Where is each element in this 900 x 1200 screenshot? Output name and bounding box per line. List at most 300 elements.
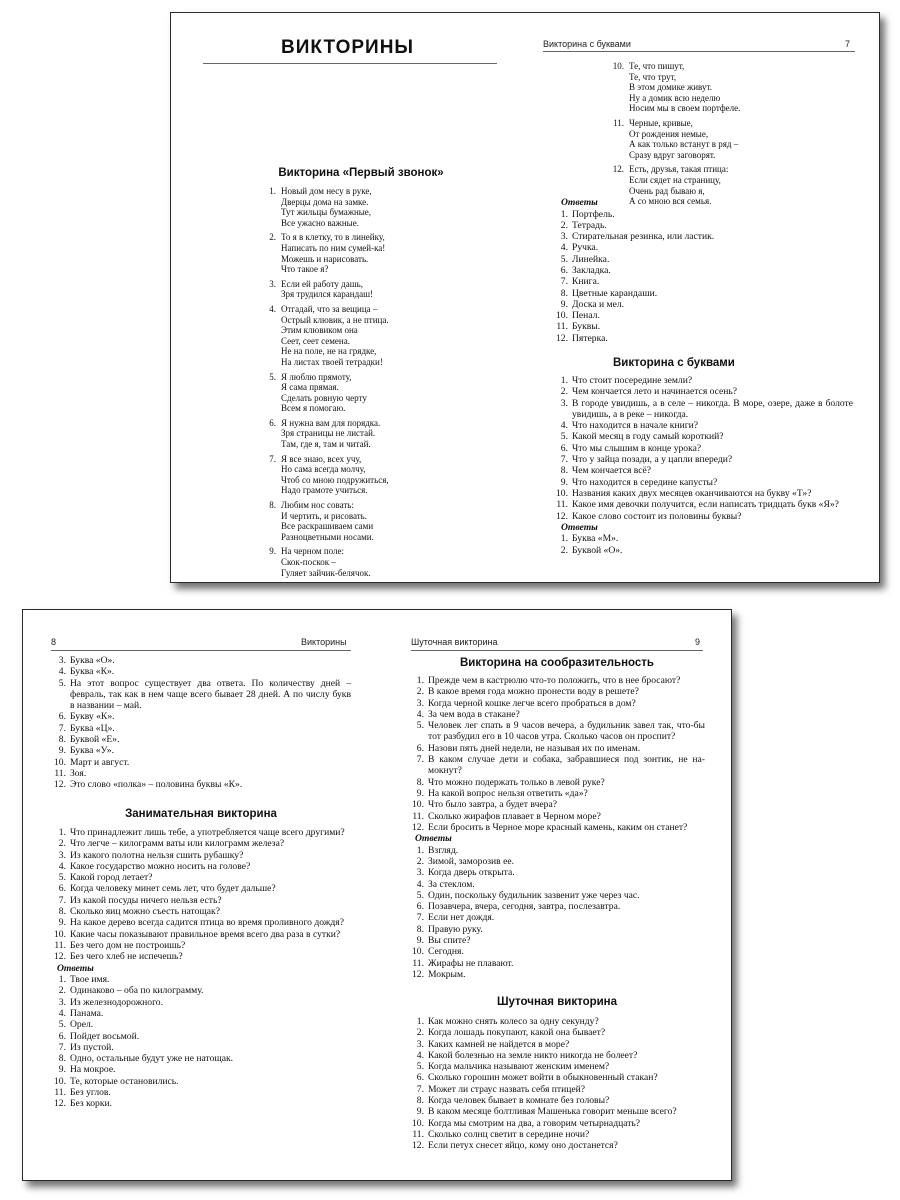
- answer-number: 6.: [58, 711, 66, 723]
- header-rule: [543, 51, 855, 52]
- question-text: В каком месяце болтливая Машенька говорит меньше всего?: [428, 1106, 677, 1118]
- answer-number: 12.: [54, 779, 66, 791]
- answer-text: Твое имя.: [70, 974, 110, 986]
- answer: [553, 310, 853, 321]
- answer-text: Буква «У».: [70, 745, 114, 757]
- riddle-line: От рождения немые,: [629, 128, 709, 139]
- answer-number: 1.: [560, 208, 568, 220]
- question-number: 12.: [412, 821, 424, 833]
- answers-list: [51, 655, 351, 791]
- question: [409, 1027, 705, 1038]
- riddle: [261, 232, 511, 274]
- answer-text: Буква «О».: [70, 655, 115, 666]
- question: [409, 788, 705, 799]
- question-text: Сколько солнц светит в середине ночи?: [428, 1128, 590, 1140]
- riddle-line: Я нужна вам для порядка.: [281, 417, 381, 428]
- question-number: 2.: [416, 686, 424, 698]
- answers-label: Ответы: [561, 197, 598, 208]
- question: [51, 906, 351, 917]
- riddle-line: Любим нос совать:: [281, 500, 354, 511]
- page-number: 7: [845, 39, 851, 49]
- riddle-number: 5.: [269, 371, 276, 382]
- question-text: Если бросить в Черное море красный камень, каким он станет?: [428, 821, 688, 833]
- answer-text: Одно, остальные будут уже не натощак.: [70, 1053, 234, 1065]
- answer-text: Стирательная резинка, или ластик.: [572, 231, 715, 243]
- question-number: 10.: [54, 928, 66, 940]
- answer-text: Буквой «Е».: [70, 734, 120, 746]
- riddle-line: Те, что трут,: [629, 71, 677, 82]
- answer: [51, 1098, 351, 1109]
- answer-number: 9.: [58, 1064, 66, 1076]
- quiz-joke: [409, 996, 705, 1152]
- answer-number: 7.: [58, 722, 66, 734]
- quiz-wits: [409, 657, 705, 980]
- answer-number: 6.: [58, 1030, 66, 1042]
- riddle-text: [281, 372, 367, 414]
- answer-text: Закладка.: [572, 264, 611, 276]
- riddle-line: Ну а домик всю неделю: [629, 92, 721, 103]
- question: [553, 420, 853, 431]
- question-text: Что можно подержать только в левой руке?: [428, 776, 605, 788]
- question-text: На какое дерево всегда садится птица во время проливного дождя?: [70, 917, 344, 929]
- quiz-title: Викторина с буквами: [613, 357, 735, 369]
- answer: [51, 655, 351, 666]
- question: [409, 1039, 705, 1050]
- answer-number: 3.: [58, 996, 66, 1008]
- answer: [51, 997, 351, 1008]
- riddle-number: 9.: [269, 546, 276, 557]
- answer: [409, 924, 705, 935]
- title-underline: [203, 63, 497, 64]
- riddle-line: Я сама прямая.: [281, 382, 339, 393]
- answer: [553, 231, 853, 242]
- quiz-title: Викторина «Первый звонок»: [278, 167, 444, 179]
- answer-number: 5.: [416, 889, 424, 901]
- answer-number: 7.: [416, 912, 424, 924]
- question-text: Сколько яиц можно съесть натощак?: [70, 906, 220, 918]
- riddle-text: [629, 118, 738, 160]
- riddle-line: На листах твоей тетрадки!: [281, 356, 383, 367]
- answer: [409, 845, 705, 856]
- question-text: Какое государство можно носить на голове?: [70, 860, 251, 872]
- question-number: 3.: [416, 697, 424, 709]
- riddle-line: Надо грамоте учиться.: [281, 485, 368, 496]
- running-head: Викторины: [301, 637, 347, 647]
- question-text: Из какой посуды ничего нельзя есть?: [70, 894, 222, 906]
- answer-text: Без углов.: [70, 1087, 111, 1099]
- answer: [51, 1064, 351, 1075]
- answer-number: 8.: [560, 287, 568, 299]
- riddle-number: 11.: [613, 117, 624, 128]
- answer: [553, 220, 853, 231]
- question-number: 7.: [416, 1083, 424, 1095]
- answer-text: Взгляд.: [428, 844, 459, 856]
- question-text: Сколько горошин может войти в обыкновенный стакан?: [428, 1072, 658, 1084]
- header-rule: [411, 650, 703, 651]
- answer: [409, 969, 705, 980]
- question-number: 9.: [560, 476, 568, 488]
- answer-text: Из железнодорожного.: [70, 996, 163, 1008]
- question: [409, 1140, 705, 1151]
- riddle-line: В этом домике живут.: [629, 82, 712, 93]
- answer-number: 10.: [556, 310, 568, 322]
- question-text: Какой город летает?: [70, 872, 153, 884]
- question-number: 3.: [416, 1038, 424, 1050]
- answer-number: 5.: [58, 677, 66, 689]
- riddle: [609, 61, 859, 114]
- riddle-line: Там, где я, там и читай.: [281, 439, 371, 450]
- question-list: [51, 827, 351, 963]
- question-number: 11.: [54, 939, 66, 951]
- answer-text: Март и август.: [70, 756, 130, 768]
- answer-text: На этот вопрос существует два ответа. По количеству дней – февраль, так как в нем чаще всего бывает 28 дней. А по числу букв в названии – май.: [70, 677, 351, 712]
- question: [553, 386, 853, 397]
- riddle: [261, 418, 511, 450]
- answer-number: 2.: [416, 855, 424, 867]
- question: [409, 1050, 705, 1061]
- question: [409, 1118, 705, 1129]
- answer-number: 2.: [560, 219, 568, 231]
- question-number: 5.: [58, 872, 66, 884]
- question-text: Какие часы показывают правильное время всего два раза в сутки?: [70, 928, 341, 940]
- riddle-line: Скок-поскок –: [281, 557, 336, 567]
- question: [553, 465, 853, 476]
- question: [409, 777, 705, 788]
- answer-text: Линейка.: [572, 253, 610, 265]
- question-number: 2.: [416, 1027, 424, 1039]
- answer: [409, 856, 705, 867]
- question: [51, 940, 351, 951]
- riddle-line: Не на поле, не на грядке,: [281, 346, 377, 357]
- question-number: 4.: [416, 1049, 424, 1061]
- question-text: В городе увидишь, а в селе – никогда. В море, озере, даже в болоте увидишь, а в реке – никогда.: [572, 397, 853, 420]
- question-number: 6.: [58, 883, 66, 895]
- question-text: Человек лег спать в 9 часов вечера, а будильник завел так, что-бы тот разбудил его в 10 часов утра. Сколько часов он проспит?: [428, 720, 705, 743]
- answer-number: 10.: [412, 946, 424, 958]
- riddle: [261, 454, 511, 496]
- answer-number: 4.: [416, 878, 424, 890]
- riddle: [261, 304, 511, 368]
- answer-number: 1.: [58, 974, 66, 986]
- answer-text: Жирафы не плавают.: [428, 957, 514, 969]
- page-number: 9: [695, 637, 701, 647]
- answer-text: Мокрым.: [428, 968, 466, 980]
- answer-text: Пятерка.: [572, 332, 608, 344]
- riddle-line: А как только встанут в ряд –: [629, 139, 739, 150]
- answer: [51, 779, 351, 790]
- answer-text: Без корки.: [70, 1098, 113, 1110]
- question-text: Чем кончается лето и начинается осень?: [572, 386, 738, 398]
- answer: [409, 890, 705, 901]
- riddle: [261, 279, 511, 300]
- answer: [51, 768, 351, 779]
- riddle-text: [629, 61, 740, 114]
- answer: [51, 1087, 351, 1098]
- answer-text: Доска и мел.: [572, 298, 625, 310]
- answer-number: 5.: [560, 253, 568, 265]
- question-text: Какой болезнью на земле никто никогда не болеет?: [428, 1049, 638, 1061]
- question: [553, 477, 853, 488]
- answer: [553, 276, 853, 287]
- riddle-text: [281, 232, 385, 274]
- riddle-line: Зря трудился карандаш!: [281, 289, 374, 300]
- answer: [51, 745, 351, 756]
- question-text: Из какого полотна нельзя сшить рубашку?: [70, 849, 244, 861]
- question-text: Что находится в середине капусты?: [572, 476, 718, 488]
- question-number: 11.: [412, 810, 424, 822]
- question-list: [409, 675, 705, 833]
- question-number: 8.: [416, 776, 424, 788]
- answer-number: 6.: [560, 264, 568, 276]
- answer-number: 11.: [54, 767, 66, 779]
- question-text: Назови пять дней недели, не называя их по именам.: [428, 742, 641, 754]
- answer-number: 3.: [416, 867, 424, 879]
- question: [553, 443, 853, 454]
- question-text: Если петух снесет яйцо, кому оно достанется?: [428, 1140, 618, 1152]
- riddle-text: [281, 546, 371, 578]
- riddle-line: Сразу вдруг заговорят.: [629, 149, 716, 160]
- question-text: Что легче – килограмм ваты или килограмм железа?: [70, 838, 285, 850]
- question-number: 7.: [560, 454, 568, 466]
- riddle-line: На черном поле:: [281, 546, 345, 557]
- question-number: 5.: [416, 1061, 424, 1073]
- riddle: [261, 372, 511, 414]
- question-text: Когда человеку минет семь лет, что будет дальше?: [70, 883, 276, 895]
- question: [553, 499, 853, 510]
- answer-text: Один, поскольку будильник зазвенит уже через час.: [428, 889, 640, 901]
- answer-text: Зимой, заморозив ее.: [428, 855, 515, 867]
- running-head: Викторина с буквами: [543, 39, 631, 49]
- answer-number: 4.: [58, 1007, 66, 1019]
- answer: [51, 1076, 351, 1087]
- riddle-line: А со мною вся семья.: [629, 196, 712, 207]
- question: [409, 1129, 705, 1140]
- answer: [409, 946, 705, 957]
- question-text: Чем кончается всё?: [572, 465, 652, 477]
- answer: [409, 958, 705, 969]
- question: [553, 454, 853, 465]
- riddle-line: Все раскрашиваем сами: [281, 521, 374, 532]
- question: [553, 431, 853, 442]
- answers-list: [409, 845, 705, 981]
- question-text: На какой вопрос нельзя ответить «да»?: [428, 787, 588, 799]
- answer-text: Панама.: [70, 1007, 104, 1019]
- answer: [51, 734, 351, 745]
- question: [51, 895, 351, 906]
- riddle-line: Те, что пишут,: [629, 61, 685, 71]
- answer: [51, 678, 351, 712]
- question-number: 12.: [556, 510, 568, 522]
- answer: [553, 299, 853, 310]
- answer-number: 3.: [560, 231, 568, 243]
- question-number: 3.: [58, 849, 66, 861]
- riddle-text: [281, 418, 380, 450]
- answer-text: Зоя.: [70, 767, 87, 779]
- answer-number: 6.: [416, 901, 424, 913]
- answer: [553, 533, 853, 544]
- answer-text: Те, которые остановились.: [70, 1075, 179, 1087]
- question-text: Когда лошадь покупают, какой она бывает?: [428, 1027, 606, 1039]
- question-number: 8.: [560, 465, 568, 477]
- question-number: 6.: [416, 742, 424, 754]
- section-title: ВИКТОРИНЫ: [281, 37, 415, 58]
- riddle-list-continued: [609, 61, 859, 211]
- answer-number: 5.: [58, 1019, 66, 1031]
- riddle-line: Тут жильцы бумажные,: [281, 207, 372, 218]
- riddle-line: Есть, друзья, такая птица:: [629, 164, 729, 175]
- book-spread-pages-8-9: [22, 609, 732, 1181]
- question-number: 1.: [560, 375, 568, 386]
- answer-text: Буквы.: [572, 321, 601, 333]
- question-list: [553, 375, 853, 522]
- answer-text: Ручка.: [572, 242, 599, 254]
- answer: [51, 1019, 351, 1030]
- answer-number: 12.: [556, 332, 568, 344]
- question-text: Что принадлежит лишь тебе, а употребляется чаще всего другими?: [70, 827, 345, 838]
- riddle-line: Если сядет на страницу,: [629, 174, 721, 185]
- answer-text: Книга.: [572, 276, 600, 288]
- answer-text: Тетрадь.: [572, 219, 607, 231]
- question-text: Без чего дом не построишь?: [70, 939, 186, 951]
- riddle-line: И чертить, и рисовать.: [281, 510, 367, 521]
- riddle-text: [281, 500, 374, 542]
- riddle-text: [281, 454, 389, 496]
- question: [409, 822, 705, 833]
- riddle-line: Разноцветными носами.: [281, 531, 374, 542]
- question-number: 4.: [560, 420, 568, 432]
- answer-text: Орел.: [70, 1019, 94, 1031]
- question: [51, 883, 351, 894]
- question-number: 5.: [416, 720, 424, 732]
- question-list: [409, 1016, 705, 1152]
- riddle-text: [281, 279, 373, 300]
- question: [51, 850, 351, 861]
- question-number: 3.: [560, 397, 568, 409]
- answer-number: 11.: [412, 957, 424, 969]
- riddle-line: То я в клетку, то в линейку,: [281, 232, 385, 243]
- answer: [553, 209, 853, 220]
- question-text: Что стоит посередине земли?: [572, 375, 693, 386]
- answer-text: Буква «Ц».: [70, 722, 115, 734]
- riddle-line: Сделать ровную черту: [281, 392, 367, 403]
- question-number: 9.: [58, 917, 66, 929]
- riddle-line: Дверцы дома на замке.: [281, 196, 369, 207]
- riddle-number: 8.: [269, 500, 276, 511]
- question: [409, 720, 705, 743]
- riddle-line: Этим клювиком она: [281, 325, 358, 336]
- running-head: Шуточная викторина: [411, 637, 498, 647]
- riddle-line: Гуляет зайчик-белячок.: [281, 567, 371, 578]
- question-number: 8.: [58, 906, 66, 918]
- answer: [553, 254, 853, 265]
- answers-label: Ответы: [561, 521, 598, 533]
- riddle-list: [261, 186, 511, 578]
- answers-label: Ответы: [57, 962, 94, 974]
- question-text: Когда человек бывает в комнате без головы?: [428, 1095, 610, 1107]
- riddle-line: Чтоб со мною подружиться,: [281, 474, 389, 485]
- answer-text: Правую руку.: [428, 923, 483, 935]
- riddle-number: 2.: [269, 232, 276, 243]
- question-number: 4.: [58, 860, 66, 872]
- question-number: 5.: [560, 431, 568, 443]
- question: [553, 511, 853, 522]
- answer-text: Если нет дождя.: [428, 912, 495, 924]
- question-number: 12.: [412, 1140, 424, 1152]
- answer: [51, 723, 351, 734]
- question-text: В каком случае дети и собака, забравшиеся под зонтик, не на-мокнут?: [428, 754, 705, 777]
- question-text: Каких камней не найдется в море?: [428, 1038, 570, 1050]
- answer-text: Пенал.: [572, 310, 600, 322]
- answer-text: Это слово «полка» – половина буквы «К».: [70, 779, 243, 791]
- riddle-line: Что такое я?: [281, 264, 329, 275]
- question-text: Когда черной кошке легче всего пробраться в дом?: [428, 697, 636, 709]
- answer-number: 7.: [58, 1041, 66, 1053]
- riddle-number: 3.: [269, 278, 276, 289]
- answer: [409, 901, 705, 912]
- question-number: 2.: [560, 386, 568, 398]
- question-text: Какое имя девочки получится, если написать тридцать букв «Я»?: [572, 499, 839, 511]
- answer-text: Вы спите?: [428, 935, 471, 947]
- question-number: 7.: [416, 754, 424, 766]
- answer-text: Когда дверь открыта.: [428, 867, 515, 879]
- question: [553, 375, 853, 386]
- question-text: Что было завтра, а будет вчера?: [428, 799, 557, 811]
- quiz-first-bell: [211, 167, 511, 582]
- riddle-line: Носим мы в своем портфеле.: [629, 103, 741, 114]
- question-number: 7.: [58, 894, 66, 906]
- question: [409, 811, 705, 822]
- riddle-line: Я все знаю, всех учу,: [281, 453, 362, 464]
- question: [553, 488, 853, 499]
- question-number: 6.: [560, 442, 568, 454]
- answer-number: 10.: [54, 1075, 66, 1087]
- answer: [51, 1053, 351, 1064]
- riddle-line: Очень рад бываю я,: [629, 185, 705, 196]
- header-rule: [51, 650, 351, 651]
- riddle-line: Можешь и нарисовать.: [281, 253, 369, 264]
- answer-number: 3.: [58, 655, 66, 666]
- question-text: Без чего хлеб не испечешь?: [70, 951, 183, 963]
- question-text: Какое слово состоит из половины буквы?: [572, 510, 742, 522]
- question: [409, 1072, 705, 1083]
- answers-block: [553, 197, 853, 344]
- riddle: [261, 546, 511, 578]
- answers-list: [553, 533, 853, 556]
- answer: [553, 333, 853, 344]
- answer-text: Цветные карандаши.: [572, 287, 658, 299]
- question: [409, 743, 705, 754]
- answer-number: 12.: [412, 968, 424, 980]
- answer-number: 1.: [560, 533, 568, 545]
- riddle-line: Черные, кривые,: [629, 117, 693, 128]
- riddle-text: [281, 304, 389, 368]
- riddle-number: 4.: [269, 303, 276, 314]
- question-text: Названия каких двух месяцев оканчиваются на букву «Т»?: [572, 487, 812, 499]
- question: [51, 827, 351, 838]
- question-text: Прежде чем в кастрюлю что-то положить, что в нее бросают?: [428, 675, 681, 686]
- page-number: 8: [51, 637, 57, 647]
- answer-number: 4.: [560, 242, 568, 254]
- answer-text: Сегодня.: [428, 946, 464, 958]
- question: [409, 686, 705, 697]
- question-number: 1.: [416, 1016, 424, 1027]
- question-number: 11.: [556, 499, 568, 511]
- riddle-number: 1.: [269, 186, 276, 196]
- answer-number: 10.: [54, 756, 66, 768]
- answer: [51, 757, 351, 768]
- answer-number: 7.: [560, 276, 568, 288]
- answer: [553, 288, 853, 299]
